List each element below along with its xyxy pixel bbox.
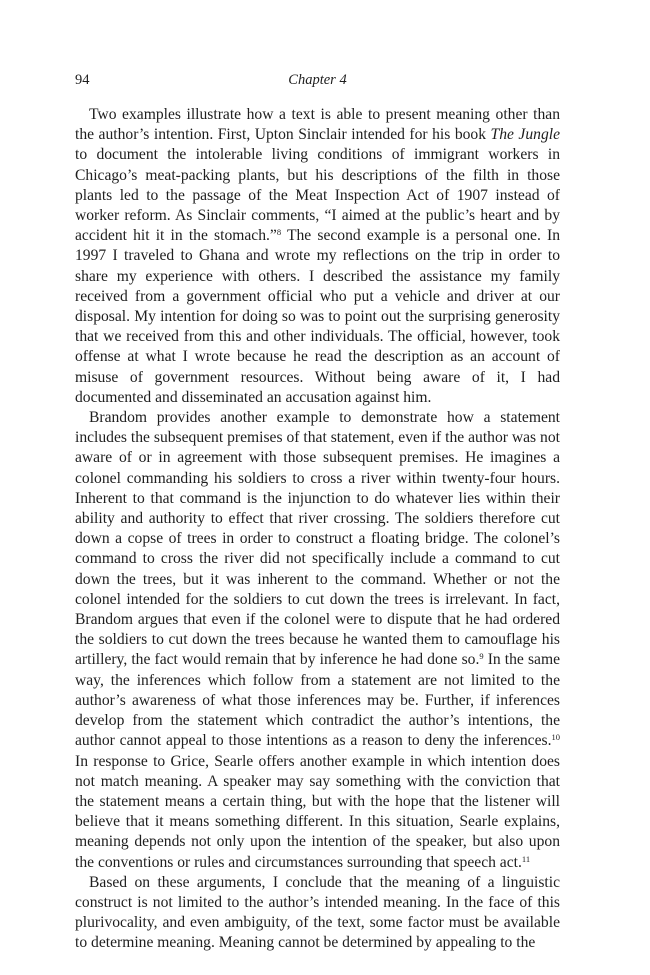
text-segment: Brandom provides another example to demonstrate how a statement includes the subsequent premises of that statement, even if the author was not aware of or in agreement with those subsequent premises. He imagines a colonel commanding his soldiers to cross a river within twenty-four hours. Inherent to that command is the injunction to do whatever lies within their ability and authority to effect that river crossing. The soldiers therefore cut down a copse of trees in order to construct a floating bridge. The colonel’s command to cross the river did not specifically include a command to cut down the trees, but it was inherent to the command. Whether or not the colonel intended for the soldiers to cut down the trees is irrelevant. In fact, Brandom argues that even if the colonel were to dispute that he had ordered the soldiers to cut down the trees because he wanted them to camouflage his artillery, the fact would remain that by inference he had done so. <box>75 409 560 669</box>
text-segment: The second example is a personal one. In 1997 I traveled to Ghana and wrote my reflections on the trip in order to share my experience with others. I described the assistance my family received from a government official who put a vehicle and driver at our disposal. My intention for doing so was to point out the surprising generosity that we received from this and other individuals. The official, however, took offense at what I wrote because he read the description as an account of misuse of government resources. Without being aware of it, I had documented and disseminated an accusation against him. <box>75 227 561 406</box>
footnote-ref: 8 <box>276 227 282 238</box>
paragraph-2 <box>75 408 560 873</box>
text-segment: to document the intolerable living conditions of immigrant workers in Chicago’s meat-packing plants, but his descriptions of the filth in those plants led to the passage of the Meat Inspection Act of 1907 instead of worker reform. As Sinclair comments, “I aimed at the public’s heart and by accident hit it in the stomach.” <box>75 146 560 245</box>
text-segment: In the same way, the inferences which follow from a statement are not limited to the author’s awareness of what those inferences may be. Further, if inferences develop from the statement which contradict the author’s intentions, the author cannot appeal to those intentions as a reason to deny the inferences. <box>75 651 560 750</box>
page-number: 94 <box>75 72 90 88</box>
book-page <box>75 0 560 975</box>
footnote-ref: 11 <box>521 853 531 864</box>
running-head <box>75 70 560 90</box>
text-segment: In response to Grice, Searle offers another example in which intention does not match meaning. A speaker may say something with the conviction that the statement means a certain thing, but with the hope that the listener will believe that it means something different. In this situation, Searle explains, meaning depends not only upon the intention of the speaker, but also upon the conventions or rules and circumstances surrounding that speech act. <box>75 752 560 871</box>
text-segment: Two examples illustrate how a text is able to present meaning other than the author’s intention. First, Upton Sinclair intended for his book <box>75 106 560 144</box>
body-text <box>75 105 560 954</box>
book-title: The Jungle <box>490 126 560 144</box>
paragraph-1 <box>75 105 560 408</box>
paragraph-3 <box>75 873 560 954</box>
text-segment: Based on these arguments, I conclude that the meaning of a linguistic construct is not limited to the author’s intended meaning. In the face of this plurivocality, and even ambiguity, of the text, some factor must be available to determine meaning. Meaning cannot be determined by appealing to the <box>75 873 560 952</box>
chapter-title: Chapter 4 <box>288 72 347 88</box>
footnote-ref: 10 <box>551 732 560 743</box>
footnote-ref: 9 <box>479 651 484 662</box>
